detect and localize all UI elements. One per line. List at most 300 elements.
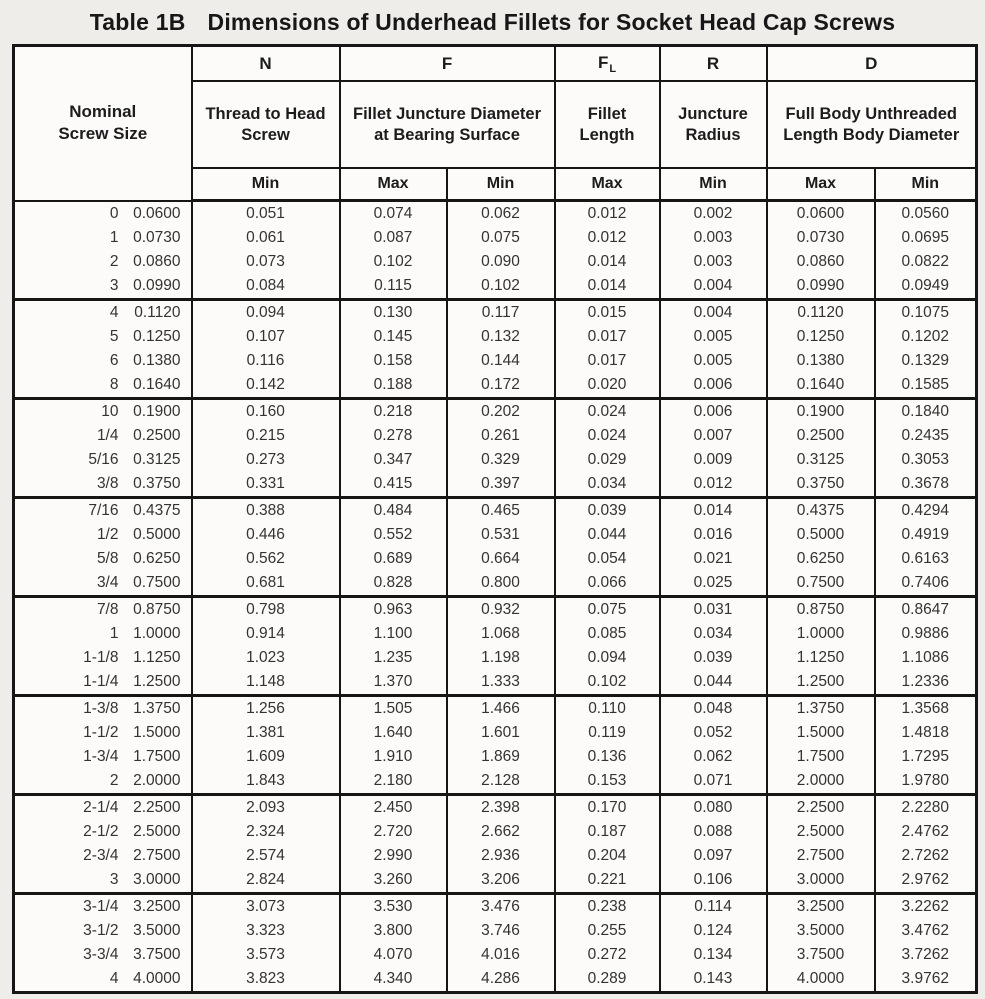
nominal-size-decimal: 4.0000	[133, 970, 181, 987]
cell-fl-max: 0.102	[555, 670, 660, 696]
cell-f-max: 0.828	[340, 571, 447, 597]
cell-nominal-size	[14, 769, 192, 795]
cell-f-max: 3.530	[340, 894, 447, 920]
cell-r-min: 0.021	[660, 547, 767, 571]
nominal-size-decimal: 1.0000	[133, 625, 181, 642]
cell-d-min: 2.9762	[875, 868, 977, 894]
cell-d-max: 0.6250	[767, 547, 875, 571]
cell-nominal-size	[14, 721, 192, 745]
cell-d-min: 0.2435	[875, 424, 977, 448]
cell-nominal-size	[14, 523, 192, 547]
cell-f-max: 1.910	[340, 745, 447, 769]
cell-r-min: 0.014	[660, 498, 767, 524]
cell-r-min: 0.009	[660, 448, 767, 472]
cell-n-min: 0.798	[192, 597, 340, 623]
cell-nominal-size	[14, 325, 192, 349]
table-row	[14, 274, 977, 300]
cell-f-min: 0.090	[447, 250, 555, 274]
cell-n-min: 1.023	[192, 646, 340, 670]
nominal-size-designation: 7/8	[96, 601, 119, 618]
cell-d-max: 1.7500	[767, 745, 875, 769]
cell-f-min: 3.206	[447, 868, 555, 894]
cell-n-min: 0.446	[192, 523, 340, 547]
cell-d-min: 0.0695	[875, 226, 977, 250]
cell-r-min: 0.097	[660, 844, 767, 868]
table-header	[14, 46, 977, 201]
cell-n-min: 2.324	[192, 820, 340, 844]
cell-fl-max: 0.012	[555, 226, 660, 250]
nominal-size-decimal: 2.7500	[133, 847, 181, 864]
nominal-size-designation: 4	[109, 970, 119, 987]
cell-nominal-size	[14, 201, 192, 227]
table-row	[14, 571, 977, 597]
table-row	[14, 547, 977, 571]
symbol-d: D	[865, 53, 878, 73]
table-row	[14, 226, 977, 250]
table-row	[14, 844, 977, 868]
cell-n-min: 0.273	[192, 448, 340, 472]
cell-f-max: 0.145	[340, 325, 447, 349]
cell-r-min: 0.034	[660, 622, 767, 646]
nominal-size-designation: 2-3/4	[83, 847, 119, 864]
cell-fl-max: 0.153	[555, 769, 660, 795]
cell-f-max: 2.720	[340, 820, 447, 844]
nominal-size-designation: 2	[109, 772, 119, 789]
cell-fl-max: 0.029	[555, 448, 660, 472]
symbol-n: N	[259, 53, 272, 73]
nominal-size-designation: 3	[109, 277, 119, 294]
column-header-f	[340, 46, 555, 82]
column-header-fl	[555, 46, 660, 82]
subheader-d-min: Min	[875, 168, 977, 201]
cell-f-max: 3.260	[340, 868, 447, 894]
cell-d-min: 3.2262	[875, 894, 977, 920]
cell-f-max: 0.087	[340, 226, 447, 250]
cell-f-max: 0.278	[340, 424, 447, 448]
cell-nominal-size	[14, 894, 192, 920]
cell-r-min: 0.016	[660, 523, 767, 547]
nominal-size-designation: 3	[109, 871, 119, 888]
cell-n-min: 0.107	[192, 325, 340, 349]
column-header-d	[767, 46, 977, 82]
cell-nominal-size	[14, 349, 192, 373]
nominal-size-designation: 3-1/4	[83, 898, 119, 915]
nominal-size-decimal: 0.1640	[133, 376, 181, 393]
cell-d-min: 0.4919	[875, 523, 977, 547]
nominal-size-designation: 5	[109, 328, 119, 345]
cell-nominal-size	[14, 300, 192, 326]
cell-r-min: 0.062	[660, 745, 767, 769]
cell-d-min: 0.9886	[875, 622, 977, 646]
cell-d-max: 0.1120	[767, 300, 875, 326]
cell-f-min: 0.932	[447, 597, 555, 623]
subheader-d-max: Max	[767, 168, 875, 201]
cell-d-min: 0.7406	[875, 571, 977, 597]
cell-nominal-size	[14, 274, 192, 300]
nominal-size-designation: 2-1/4	[83, 799, 119, 816]
cell-fl-max: 0.204	[555, 844, 660, 868]
cell-f-min: 0.132	[447, 325, 555, 349]
cell-d-min: 3.4762	[875, 919, 977, 943]
cell-fl-max: 0.014	[555, 274, 660, 300]
cell-fl-max: 0.014	[555, 250, 660, 274]
table-row	[14, 472, 977, 498]
description-full-body: Full Body Unthreaded Length Body Diameter	[767, 81, 977, 168]
cell-nominal-size	[14, 670, 192, 696]
cell-n-min: 0.914	[192, 622, 340, 646]
cell-d-max: 3.2500	[767, 894, 875, 920]
table-row	[14, 820, 977, 844]
cell-fl-max: 0.024	[555, 424, 660, 448]
cell-f-min: 0.531	[447, 523, 555, 547]
cell-nominal-size	[14, 597, 192, 623]
column-header-r	[660, 46, 767, 82]
cell-n-min: 0.084	[192, 274, 340, 300]
cell-fl-max: 0.110	[555, 696, 660, 722]
cell-nominal-size	[14, 472, 192, 498]
cell-nominal-size	[14, 399, 192, 425]
cell-nominal-size	[14, 547, 192, 571]
cell-fl-max: 0.054	[555, 547, 660, 571]
cell-n-min: 0.073	[192, 250, 340, 274]
cell-d-min: 0.3678	[875, 472, 977, 498]
nominal-size-designation: 5/16	[88, 451, 119, 468]
cell-n-min: 3.073	[192, 894, 340, 920]
cell-d-max: 1.2500	[767, 670, 875, 696]
cell-d-min: 0.0822	[875, 250, 977, 274]
cell-f-max: 0.218	[340, 399, 447, 425]
cell-f-min: 1.198	[447, 646, 555, 670]
cell-nominal-size	[14, 622, 192, 646]
cell-f-max: 4.070	[340, 943, 447, 967]
symbol-f: F	[441, 53, 453, 73]
nominal-size-decimal: 2.0000	[133, 772, 181, 789]
cell-nominal-size	[14, 919, 192, 943]
cell-d-min: 0.4294	[875, 498, 977, 524]
table-row	[14, 498, 977, 524]
cell-f-min: 0.397	[447, 472, 555, 498]
cell-f-max: 1.235	[340, 646, 447, 670]
cell-f-max: 0.347	[340, 448, 447, 472]
cell-f-min: 1.466	[447, 696, 555, 722]
cell-n-min: 2.093	[192, 795, 340, 821]
cell-r-min: 0.088	[660, 820, 767, 844]
cell-d-max: 0.1250	[767, 325, 875, 349]
cell-n-min: 0.681	[192, 571, 340, 597]
nominal-size-decimal: 1.7500	[133, 748, 181, 765]
nominal-size-decimal: 0.7500	[133, 574, 181, 591]
cell-r-min: 0.005	[660, 349, 767, 373]
cell-d-max: 0.3125	[767, 448, 875, 472]
cell-f-min: 4.286	[447, 967, 555, 993]
cell-d-max: 0.0600	[767, 201, 875, 227]
cell-f-min: 0.144	[447, 349, 555, 373]
nominal-size-decimal: 0.4375	[133, 502, 181, 519]
cell-f-max: 0.415	[340, 472, 447, 498]
cell-n-min: 0.061	[192, 226, 340, 250]
column-header-nominal-screw-size: Nominal Screw Size	[14, 46, 192, 201]
cell-n-min: 1.609	[192, 745, 340, 769]
cell-f-min: 0.102	[447, 274, 555, 300]
cell-nominal-size	[14, 844, 192, 868]
nominal-size-decimal: 0.2500	[133, 427, 181, 444]
cell-n-min: 1.148	[192, 670, 340, 696]
table-row	[14, 448, 977, 472]
subheader-r-min: Min	[660, 168, 767, 201]
nominal-size-decimal: 3.7500	[133, 946, 181, 963]
cell-n-min: 3.323	[192, 919, 340, 943]
cell-d-max: 0.0990	[767, 274, 875, 300]
cell-fl-max: 0.044	[555, 523, 660, 547]
cell-fl-max: 0.039	[555, 498, 660, 524]
cell-d-min: 0.3053	[875, 448, 977, 472]
cell-fl-max: 0.017	[555, 325, 660, 349]
subheader-f-min: Min	[447, 168, 555, 201]
cell-d-max: 0.8750	[767, 597, 875, 623]
cell-fl-max: 0.119	[555, 721, 660, 745]
cell-d-min: 3.7262	[875, 943, 977, 967]
table-row	[14, 250, 977, 274]
cell-r-min: 0.039	[660, 646, 767, 670]
nominal-size-decimal: 0.0990	[133, 277, 181, 294]
cell-fl-max: 0.066	[555, 571, 660, 597]
nominal-size-designation: 5/8	[96, 550, 119, 567]
symbol-r: R	[706, 53, 720, 73]
table-row	[14, 721, 977, 745]
cell-nominal-size	[14, 696, 192, 722]
cell-d-max: 2.7500	[767, 844, 875, 868]
cell-r-min: 0.004	[660, 300, 767, 326]
cell-r-min: 0.114	[660, 894, 767, 920]
cell-d-max: 2.5000	[767, 820, 875, 844]
cell-f-min: 3.476	[447, 894, 555, 920]
nominal-size-designation: 4	[109, 304, 119, 321]
cell-fl-max: 0.094	[555, 646, 660, 670]
cell-d-min: 1.1086	[875, 646, 977, 670]
nominal-size-decimal: 1.3750	[133, 700, 181, 717]
cell-fl-max: 0.136	[555, 745, 660, 769]
table-row	[14, 646, 977, 670]
cell-nominal-size	[14, 868, 192, 894]
cell-d-max: 2.2500	[767, 795, 875, 821]
table-row	[14, 424, 977, 448]
cell-f-max: 2.180	[340, 769, 447, 795]
cell-n-min: 1.843	[192, 769, 340, 795]
cell-f-max: 1.100	[340, 622, 447, 646]
cell-fl-max: 0.187	[555, 820, 660, 844]
nominal-size-designation: 8	[109, 376, 119, 393]
cell-n-min: 0.116	[192, 349, 340, 373]
cell-d-max: 3.7500	[767, 943, 875, 967]
cell-n-min: 2.824	[192, 868, 340, 894]
nominal-size-decimal: 0.0860	[133, 253, 181, 270]
header-symbol-row	[14, 46, 977, 82]
table-row	[14, 919, 977, 943]
cell-d-max: 0.0730	[767, 226, 875, 250]
nominal-size-designation: 2-1/2	[83, 823, 119, 840]
cell-d-min: 0.1840	[875, 399, 977, 425]
cell-f-max: 0.130	[340, 300, 447, 326]
cell-nominal-size	[14, 226, 192, 250]
nominal-size-designation: 3/8	[96, 475, 119, 492]
cell-r-min: 0.002	[660, 201, 767, 227]
table-row	[14, 349, 977, 373]
nominal-size-decimal: 0.1120	[134, 304, 181, 321]
column-header-n	[192, 46, 340, 82]
nominal-size-designation: 6	[109, 352, 119, 369]
cell-fl-max: 0.012	[555, 201, 660, 227]
cell-nominal-size	[14, 250, 192, 274]
nominal-size-designation: 7/16	[88, 502, 119, 519]
cell-f-min: 1.601	[447, 721, 555, 745]
table-row	[14, 670, 977, 696]
subheader-fl-max: Max	[555, 168, 660, 201]
cell-d-min: 1.2336	[875, 670, 977, 696]
cell-d-max: 4.0000	[767, 967, 875, 993]
cell-d-min: 1.4818	[875, 721, 977, 745]
cell-f-min: 2.128	[447, 769, 555, 795]
nominal-size-decimal: 0.3125	[133, 451, 181, 468]
nominal-size-decimal: 3.2500	[133, 898, 181, 915]
cell-n-min: 0.388	[192, 498, 340, 524]
cell-d-max: 0.7500	[767, 571, 875, 597]
nominal-size-designation: 2	[109, 253, 119, 270]
table-body	[14, 201, 977, 993]
nominal-size-designation: 1	[109, 229, 119, 246]
cell-d-min: 0.8647	[875, 597, 977, 623]
description-juncture-radius: Juncture Radius	[660, 81, 767, 168]
cell-nominal-size	[14, 745, 192, 769]
cell-d-max: 0.1640	[767, 373, 875, 399]
cell-f-min: 0.075	[447, 226, 555, 250]
cell-fl-max: 0.017	[555, 349, 660, 373]
table-row	[14, 523, 977, 547]
cell-nominal-size	[14, 795, 192, 821]
cell-f-min: 3.746	[447, 919, 555, 943]
cell-f-max: 1.370	[340, 670, 447, 696]
cell-f-max: 0.963	[340, 597, 447, 623]
cell-n-min: 1.381	[192, 721, 340, 745]
cell-r-min: 0.003	[660, 250, 767, 274]
cell-nominal-size	[14, 448, 192, 472]
cell-n-min: 2.574	[192, 844, 340, 868]
cell-f-min: 0.062	[447, 201, 555, 227]
table-row	[14, 943, 977, 967]
cell-r-min: 0.004	[660, 274, 767, 300]
cell-d-max: 1.1250	[767, 646, 875, 670]
cell-f-max: 4.340	[340, 967, 447, 993]
cell-d-min: 0.6163	[875, 547, 977, 571]
cell-d-max: 0.5000	[767, 523, 875, 547]
nominal-size-decimal: 0.1900	[133, 403, 181, 420]
nominal-size-designation: 1/2	[96, 526, 119, 543]
cell-d-min: 2.4762	[875, 820, 977, 844]
cell-n-min: 1.256	[192, 696, 340, 722]
cell-f-max: 0.484	[340, 498, 447, 524]
cell-r-min: 0.003	[660, 226, 767, 250]
description-fillet-juncture: Fillet Juncture Diameter at Bearing Surface	[340, 81, 555, 168]
symbol-fl-subscript: L	[609, 62, 617, 75]
cell-f-max: 0.158	[340, 349, 447, 373]
cell-fl-max: 0.170	[555, 795, 660, 821]
nominal-size-designation: 1/4	[96, 427, 119, 444]
cell-f-min: 0.261	[447, 424, 555, 448]
cell-fl-max: 0.015	[555, 300, 660, 326]
nominal-size-designation: 1-1/2	[83, 724, 119, 741]
cell-n-min: 0.160	[192, 399, 340, 425]
cell-d-max: 1.3750	[767, 696, 875, 722]
cell-fl-max: 0.024	[555, 399, 660, 425]
table-row	[14, 795, 977, 821]
nominal-size-decimal: 0.8750	[133, 601, 181, 618]
nominal-size-decimal: 0.3750	[133, 475, 181, 492]
cell-fl-max: 0.272	[555, 943, 660, 967]
nominal-size-designation: 3/4	[96, 574, 119, 591]
table-row	[14, 399, 977, 425]
cell-d-max: 3.0000	[767, 868, 875, 894]
table-row	[14, 745, 977, 769]
cell-r-min: 0.031	[660, 597, 767, 623]
cell-d-min: 3.9762	[875, 967, 977, 993]
nominal-size-designation: 3-1/2	[83, 922, 119, 939]
table-row	[14, 373, 977, 399]
cell-f-min: 2.936	[447, 844, 555, 868]
table-row	[14, 769, 977, 795]
cell-f-min: 0.800	[447, 571, 555, 597]
cell-d-min: 0.1202	[875, 325, 977, 349]
dimensions-table	[12, 44, 978, 994]
cell-f-max: 0.689	[340, 547, 447, 571]
cell-r-min: 0.080	[660, 795, 767, 821]
nominal-size-decimal: 1.5000	[133, 724, 181, 741]
cell-nominal-size	[14, 967, 192, 993]
cell-d-max: 0.1900	[767, 399, 875, 425]
cell-fl-max: 0.020	[555, 373, 660, 399]
cell-nominal-size	[14, 943, 192, 967]
nominal-size-decimal: 0.1250	[133, 328, 181, 345]
cell-nominal-size	[14, 498, 192, 524]
nominal-size-decimal: 0.6250	[133, 550, 181, 567]
cell-f-max: 0.102	[340, 250, 447, 274]
table-row	[14, 967, 977, 993]
table-row	[14, 325, 977, 349]
cell-n-min: 3.573	[192, 943, 340, 967]
cell-f-max: 3.800	[340, 919, 447, 943]
page-title	[0, 0, 985, 36]
cell-r-min: 0.071	[660, 769, 767, 795]
cell-r-min: 0.007	[660, 424, 767, 448]
cell-d-min: 0.0560	[875, 201, 977, 227]
cell-r-min: 0.124	[660, 919, 767, 943]
cell-nominal-size	[14, 646, 192, 670]
nominal-size-designation: 1	[109, 625, 119, 642]
cell-f-min: 1.869	[447, 745, 555, 769]
cell-d-max: 3.5000	[767, 919, 875, 943]
cell-d-min: 0.1585	[875, 373, 977, 399]
title-text: Dimensions of Underhead Fillets for Socket Head Cap Screws	[207, 9, 896, 35]
nominal-size-decimal: 0.0730	[133, 229, 181, 246]
table-row	[14, 894, 977, 920]
cell-fl-max: 0.075	[555, 597, 660, 623]
cell-d-min: 0.1075	[875, 300, 977, 326]
cell-d-min: 2.2280	[875, 795, 977, 821]
nominal-size-decimal: 1.2500	[133, 673, 181, 690]
nominal-size-decimal: 2.5000	[133, 823, 181, 840]
nominal-size-designation: 1-1/8	[83, 649, 119, 666]
cell-n-min: 0.051	[192, 201, 340, 227]
cell-f-min: 2.398	[447, 795, 555, 821]
cell-f-min: 1.333	[447, 670, 555, 696]
